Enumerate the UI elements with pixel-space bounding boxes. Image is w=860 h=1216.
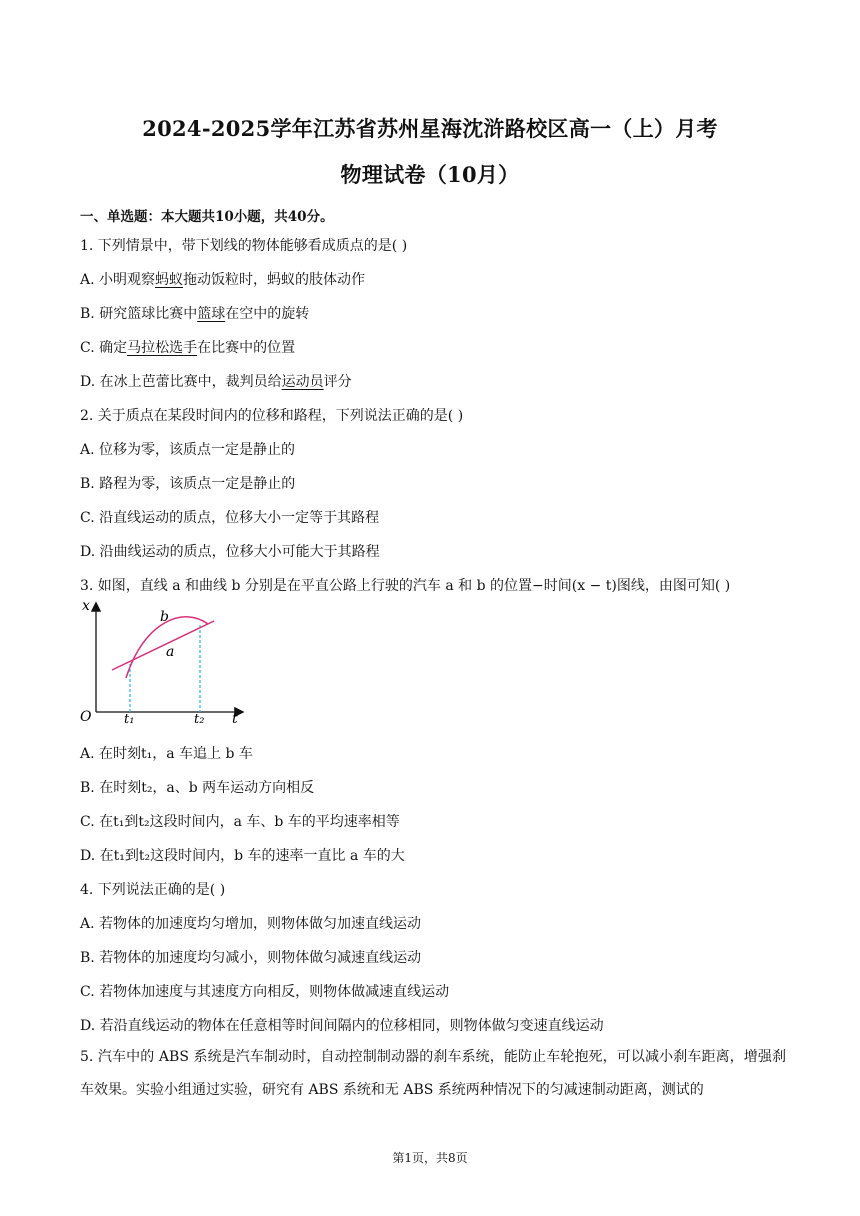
x-axis-label: x <box>82 598 90 614</box>
q3-stem: 3. 如图，直线 a 和曲线 b 分别是在平直公路上行驶的汽车 a 和 b 的位置−时间(x − t)图线，由图可知( ) <box>80 578 731 594</box>
q1-d-underlined: 运动员 <box>281 374 324 390</box>
q1-c-post: 在比赛中的位置 <box>197 340 296 356</box>
exam-subtitle: 物理试卷（10月） <box>340 162 520 187</box>
t-axis-label: t <box>232 711 238 727</box>
q4-option-d: D. 若沿直线运动的物体在任意相等时间间隔内的位移相同，则物体做匀变速直线运动 <box>80 1018 604 1034</box>
q1-b-pre: B. 研究篮球比赛中 <box>80 306 198 322</box>
q1-a-underlined: 蚂蚁 <box>155 272 184 288</box>
q2-stem: 2. 关于质点在某段时间内的位移和路程，下列说法正确的是( ) <box>80 408 464 424</box>
q1-b-underlined: 篮球 <box>197 306 226 322</box>
line-a <box>112 621 214 670</box>
q1-c-underlined: 马拉松选手 <box>127 340 198 356</box>
page-footer: 第1页，共8页 <box>392 1151 468 1165</box>
xt-graph <box>74 596 254 728</box>
q4-stem: 4. 下列说法正确的是( ) <box>80 882 226 898</box>
q2-option-a: A. 位移为零，该质点一定是静止的 <box>80 442 296 458</box>
q1-option-a <box>80 269 365 289</box>
line-a-label: a <box>166 644 175 660</box>
q2-option-b: B. 路程为零，该质点一定是静止的 <box>80 476 296 492</box>
exam-title: 2024-2025学年江苏省苏州星海沈浒路校区高一（上）月考 <box>142 116 718 141</box>
q1-a-pre: A. 小明观察 <box>80 272 156 288</box>
q1-option-b <box>80 303 309 323</box>
t2-label: t₂ <box>194 712 205 727</box>
q1-b-post: 在空中的旋转 <box>225 306 310 322</box>
q2-option-d: D. 沿曲线运动的质点，位移大小可能大于其路程 <box>80 544 380 560</box>
q5-text: 5. 汽车中的 ABS 系统是汽车制动时，自动控制制动器的刹车系统，能防止车轮抱死，可以减小刹车距离，增强刹车效果。实验小组通过实验，研究有 ABS 系统和无 ABS 系统两种情况下的匀减速制动距离，测试的 <box>80 1049 786 1098</box>
q3-option-c: C. 在t₁到t₂这段时间内，a 车、b 车的平均速率相等 <box>80 814 400 830</box>
q3-option-b: B. 在时刻t₂，a、b 两车运动方向相反 <box>80 780 315 796</box>
q1-stem: 1. 下列情景中，带下划线的物体能够看成质点的是( ) <box>80 238 408 254</box>
curve-b-label: b <box>160 609 169 625</box>
q1-d-post: 评分 <box>323 374 352 390</box>
q1-option-d <box>80 371 352 391</box>
section-heading: 一、单选题：本大题共10小题，共40分。 <box>80 209 334 225</box>
q1-a-post: 拖动饭粒时，蚂蚁的肢体动作 <box>183 272 366 288</box>
q4-option-c: C. 若物体加速度与其速度方向相反，则物体做减速直线运动 <box>80 984 450 1000</box>
q3-option-a: A. 在时刻t₁，a 车追上 b 车 <box>80 746 253 762</box>
q2-option-c: C. 沿直线运动的质点，位移大小一定等于其路程 <box>80 510 380 526</box>
q1-option-c <box>80 337 295 357</box>
q1-c-pre: C. 确定 <box>80 340 128 356</box>
q4-option-b: B. 若物体的加速度均匀减小，则物体做匀减速直线运动 <box>80 950 422 966</box>
q3-option-d: D. 在t₁到t₂这段时间内，b 车的速率一直比 a 车的大 <box>80 848 405 864</box>
q4-option-a: A. 若物体的加速度均匀增加，则物体做匀加速直线运动 <box>80 916 422 932</box>
q1-d-pre: D. 在冰上芭蕾比赛中，裁判员给 <box>80 374 282 390</box>
t1-label: t₁ <box>124 712 135 727</box>
origin-label: O <box>80 709 92 725</box>
